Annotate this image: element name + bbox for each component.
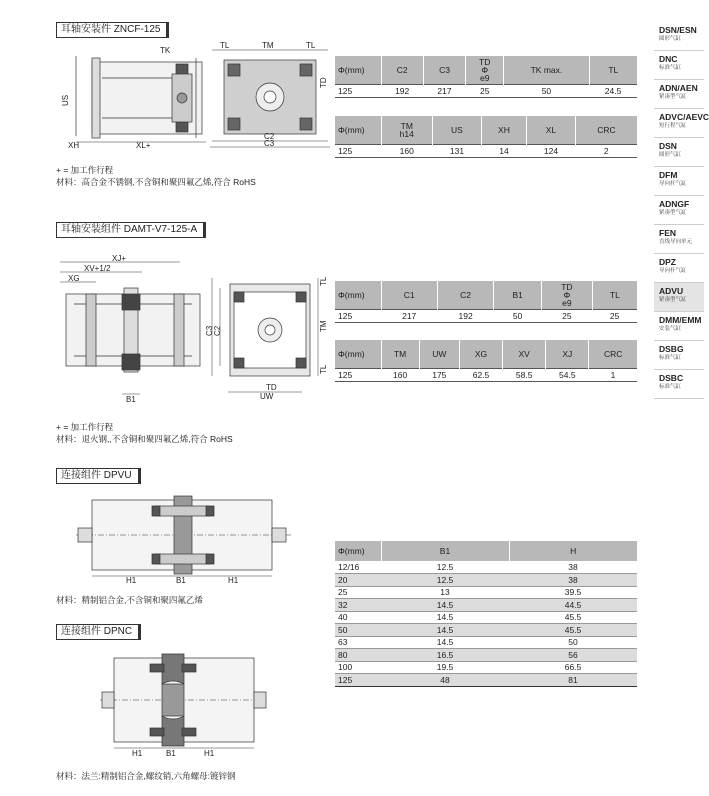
section-title-damt: 耳轴安装组件 DAMT-V7-125-A xyxy=(56,222,203,238)
table-header-row xyxy=(335,56,637,84)
table-header-row xyxy=(335,541,637,561)
col-header: TD Φ e9 xyxy=(466,56,504,84)
col-header: C2 xyxy=(437,281,493,309)
sidebar-item-adngf[interactable]: ADNGF 紧凑型气缸 xyxy=(654,196,704,225)
col-header: CRC xyxy=(589,340,637,368)
label-h1-left: H1 xyxy=(126,576,137,585)
col-header: B1 xyxy=(494,281,542,309)
label-h1-left: H1 xyxy=(132,749,143,758)
zncf-side-drawing xyxy=(56,44,216,154)
label-tl-1: TL xyxy=(319,276,328,286)
dpnc-drawing xyxy=(98,650,268,758)
col-header: TL xyxy=(589,56,637,84)
zncf-table-1 xyxy=(335,56,637,98)
damt-table-2 xyxy=(335,340,637,382)
table-row: 40 14.5 45.5 xyxy=(335,611,637,624)
col-header: TK max. xyxy=(504,56,589,84)
table-row: 50 14.5 45.5 xyxy=(335,624,637,637)
col-header: Φ(mm) xyxy=(335,340,381,368)
label-td: TD xyxy=(319,77,328,88)
table-row: 20 12.5 38 xyxy=(335,574,637,587)
label-tl-2: TL xyxy=(306,41,316,50)
label-b1: B1 xyxy=(176,576,186,585)
label-us: US xyxy=(61,94,70,106)
table-header-row xyxy=(335,116,637,144)
product-sidebar xyxy=(654,22,709,399)
sidebar-item-dsbg[interactable]: DSBG 标准气缸 xyxy=(654,341,704,370)
damt-side-drawing xyxy=(56,256,206,404)
label-c3: C3 xyxy=(205,325,214,336)
damt-table-1 xyxy=(335,281,637,323)
zncf-note-stroke: + = 加工作行程 xyxy=(56,165,114,175)
sidebar-item-dfm[interactable]: DFM 导向杆气缸 xyxy=(654,167,704,196)
section-title-zncf: 耳轴安装件 ZNCF-125 xyxy=(56,22,166,38)
col-header: Φ(mm) xyxy=(335,541,381,561)
sidebar-item-fen[interactable]: FEN 直线导向单元 xyxy=(654,225,704,254)
table-row: 32 14.5 44.5 xyxy=(335,599,637,612)
col-header: XV xyxy=(503,340,546,368)
label-xv: XV+1/2 xyxy=(84,264,111,273)
col-header: XJ xyxy=(546,340,589,368)
col-header: TL xyxy=(592,281,637,309)
label-xj: XJ+ xyxy=(112,254,127,263)
sidebar-item-dnc[interactable]: DNC 标准气缸 xyxy=(654,51,704,80)
col-header: TM xyxy=(381,340,419,368)
col-header: CRC xyxy=(575,116,637,144)
dpnc-note-material: 材料：法兰:精制铝合金,螺纹销,六角螺母:镀锌钢 xyxy=(56,771,236,781)
label-tm: TM xyxy=(262,41,274,50)
zncf-table-2 xyxy=(335,116,637,158)
label-h1-right: H1 xyxy=(228,576,239,585)
table-row: 125 48 81 xyxy=(335,674,637,687)
label-c2: C2 xyxy=(264,132,275,141)
label-h1-right: H1 xyxy=(204,749,215,758)
damt-front-drawing xyxy=(206,270,330,400)
dpvu-drawing xyxy=(70,492,300,586)
col-header: TM h14 xyxy=(381,116,433,144)
table-row: 12/16 12.5 38 xyxy=(335,561,637,574)
col-header: XG xyxy=(459,340,502,368)
col-header: Φ(mm) xyxy=(335,56,381,84)
col-header: C2 xyxy=(381,56,423,84)
col-header: B1 xyxy=(381,541,509,561)
table-row: 25 13 39.5 xyxy=(335,586,637,599)
label-tl-2: TL xyxy=(319,364,328,374)
dpvu-note-material: 材料：精制铝合金,不含铜和聚四氟乙烯 xyxy=(56,595,203,605)
col-header: UW xyxy=(419,340,459,368)
col-header: XL xyxy=(527,116,576,144)
sidebar-item-dmm-emm[interactable]: DMM/EMM 安装气缸 xyxy=(654,312,704,341)
zncf-front-drawing xyxy=(210,41,330,154)
label-tm: TM xyxy=(319,320,328,332)
table-row: 125 217 192 50 25 25 xyxy=(335,309,637,322)
sidebar-item-dsn-esn[interactable]: DSN/ESN 圆形气缸 xyxy=(654,22,704,51)
b1-h-table xyxy=(335,541,637,687)
sidebar-item-advc-aevc[interactable]: ADVC/AEVC 短行程气缸 xyxy=(654,109,704,138)
table-row: 125 160 175 62.5 58.5 54.5 1 xyxy=(335,368,637,381)
label-c3: C3 xyxy=(264,139,275,148)
sidebar-item-dpz[interactable]: DPZ 导向杆气缸 xyxy=(654,254,704,283)
col-header: Φ(mm) xyxy=(335,116,381,144)
damt-note-stroke: + = 加工作行程 xyxy=(56,422,114,432)
label-xg: XG xyxy=(68,274,80,283)
table-row: 125 192 217 25 50 24.5 xyxy=(335,84,637,97)
sidebar-item-advu[interactable]: ADVU 紧凑型气缸 xyxy=(654,283,704,312)
table-header-row xyxy=(335,281,637,309)
sidebar-item-dsbc[interactable]: DSBC 标准气缸 xyxy=(654,370,704,399)
col-header: Φ(mm) xyxy=(335,281,381,309)
label-tk: TK xyxy=(160,46,171,55)
section-title-dpvu: 连接组件 DPVU xyxy=(56,468,138,484)
col-header: H xyxy=(509,541,637,561)
sidebar-item-dsn[interactable]: DSN 圆形气缸 xyxy=(654,138,704,167)
col-header: C3 xyxy=(423,56,465,84)
col-header: XH xyxy=(481,116,526,144)
label-xl: XL+ xyxy=(136,141,151,150)
zncf-note-material: 材料：高合金不锈钢,不含铜和聚四氟乙烯,符合 RoHS xyxy=(56,177,256,187)
col-header: US xyxy=(433,116,482,144)
label-c2: C2 xyxy=(213,325,222,336)
col-header: C1 xyxy=(381,281,437,309)
table-row: 125 160 131 14 124 2 xyxy=(335,144,637,157)
table-header-row xyxy=(335,340,637,368)
col-header: TD Φ e9 xyxy=(542,281,593,309)
damt-note-material: 材料：退火钢,,不含铜和聚四氟乙烯,符合 RoHS xyxy=(56,434,233,444)
label-tl-1: TL xyxy=(220,41,230,50)
section-title-dpnc: 连接组件 DPNC xyxy=(56,624,138,640)
label-b1: B1 xyxy=(166,749,176,758)
label-xh: XH xyxy=(68,141,80,150)
label-uw: UW xyxy=(260,392,274,401)
label-b1: B1 xyxy=(126,395,136,404)
label-td: TD xyxy=(266,383,277,392)
table-row: 80 16.5 56 xyxy=(335,649,637,662)
table-row: 63 14.5 50 xyxy=(335,636,637,649)
table-row: 100 19.5 66.5 xyxy=(335,661,637,674)
sidebar-item-adn-aen[interactable]: ADN/AEN 紧凑型气缸 xyxy=(654,80,704,109)
